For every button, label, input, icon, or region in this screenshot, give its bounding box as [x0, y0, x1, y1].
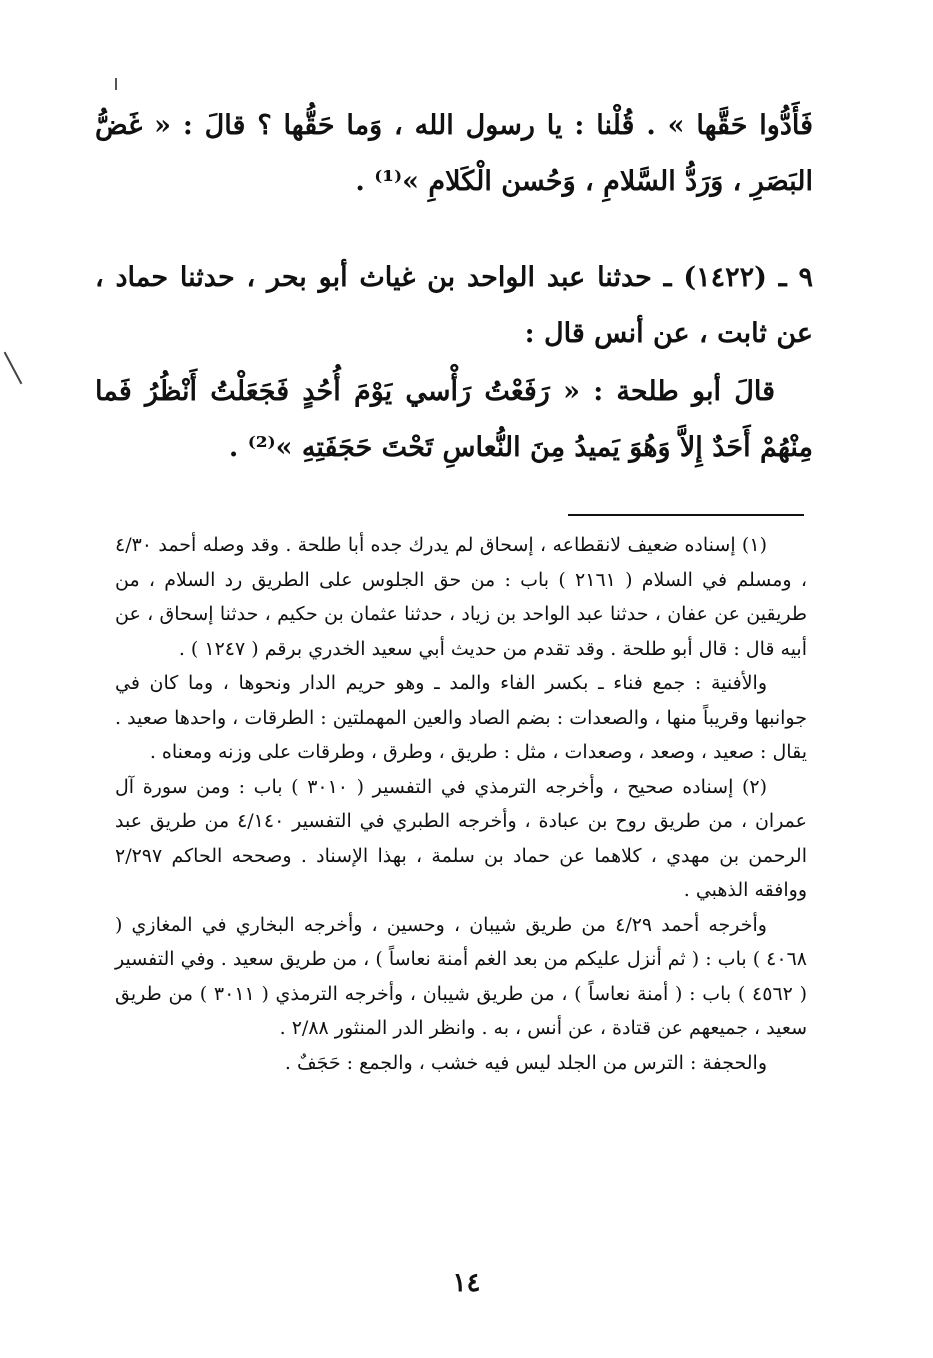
- hadith-paragraph: ٩ ـ (١٤٢٢) ـ حدثنا عبد الواحد بن غياث أبو بحر ، حدثنا حماد ، عن ثابت ، عن أنس قال :: [95, 262, 813, 349]
- margin-pen-mark: [4, 352, 23, 385]
- footnote-2-gloss: والحجفة : الترس من الجلد ليس فيه خشب ، والجمع : حَجَفٌ .: [284, 1051, 767, 1074]
- footnote-separator: [568, 514, 804, 516]
- footnote-2-continued: وأخرجه أحمد ٤/٢٩ من طريق شيبان ، وحسين ، وأخرجه البخاري في المغازي ( ٤٠٦٨ ) باب : ( ثم أنزل عليكم من بعد الغم أمنة نعاساً ) ، من طريق سعيد . وفي التفسير ( ٤٥٦٢ ) باب : ( أمنة نعاساً ) ، من طريق شيبان ، وأخرجه الترمذي ( ٣٠١١ ) من طريق سعيد ، جميعهم عن قتادة ، عن أنس ، به . وانظر الدر المنثور ٢/٨٨ .: [115, 913, 807, 1039]
- main-paragraph: فَأَدُّوا حَقَّها » . قُلْنا : يا رسول الله ، وَما حَقُّها ؟ قالَ : « غَضُّ البَصَرِ ، وَرَدُّ السَّلامِ ، وَحُسن الْكَلامِ »⁽¹⁾ .: [95, 110, 813, 197]
- footnotes: [115, 528, 807, 1080]
- top-tick-mark: [115, 78, 117, 90]
- main-text: [95, 98, 813, 476]
- hadith-text-paragraph: قالَ أبو طلحة : « رَفَعْتُ رَأْسي يَوْمَ أُحُدٍ فَجَعَلْتُ أَنْظُرُ فَما مِنْهُمْ أَحَدٌ إِلاَّ وَهُوَ يَميدُ مِنَ النُّعاسِ تَحْتَ حَجَفَتِهِ »⁽²⁾ .: [95, 376, 813, 463]
- footnote-1-gloss: والأفنية : جمع فناء ـ بكسر الفاء والمد ـ وهو حريم الدار ونحوها ، وما كان في جوانبها وقريباً منها ، والصعدات : بضم الصاد والعين المهملتين : الطرقات ، واحدها صعيد . يقال : صعيد ، وصعد ، وصعدات ، مثل : طريق ، وطرق ، وطرقات على وزنه ومعناه .: [115, 672, 807, 763]
- footnote-1: (١) إسناده ضعيف لانقطاعه ، إسحاق لم يدرك جده أبا طلحة . وقد وصله أحمد ٤/٣٠ ، ومسلم في السلام ( ٢١٦١ ) باب : من حق الجلوس على الطريق رد السلام ، من طريقين عن عفان ، حدثنا عبد الواحد بن زياد ، حدثنا عثمان بن حكيم ، حدثنا إسحاق ، عن أبيه قال : قال أبو طلحة . وقد تقدم من حديث أبي سعيد الخدري برقم ( ١٢٤٧ ) .: [115, 534, 807, 660]
- page-number: ١٤: [452, 1268, 481, 1298]
- footnote-2: (٢) إسناده صحيح ، وأخرجه الترمذي في التفسير ( ٣٠١٠ ) باب : ومن سورة آل عمران ، من طريق روح بن عبادة ، وأخرجه الطبري في التفسير ٤/١٤٠ من طريق عبد الرحمن بن مهدي ، كلاهما عن حماد بن سلمة ، بهذا الإسناد . وصححه الحاكم ٢/٢٩٧ ووافقه الذهبي .: [115, 775, 807, 901]
